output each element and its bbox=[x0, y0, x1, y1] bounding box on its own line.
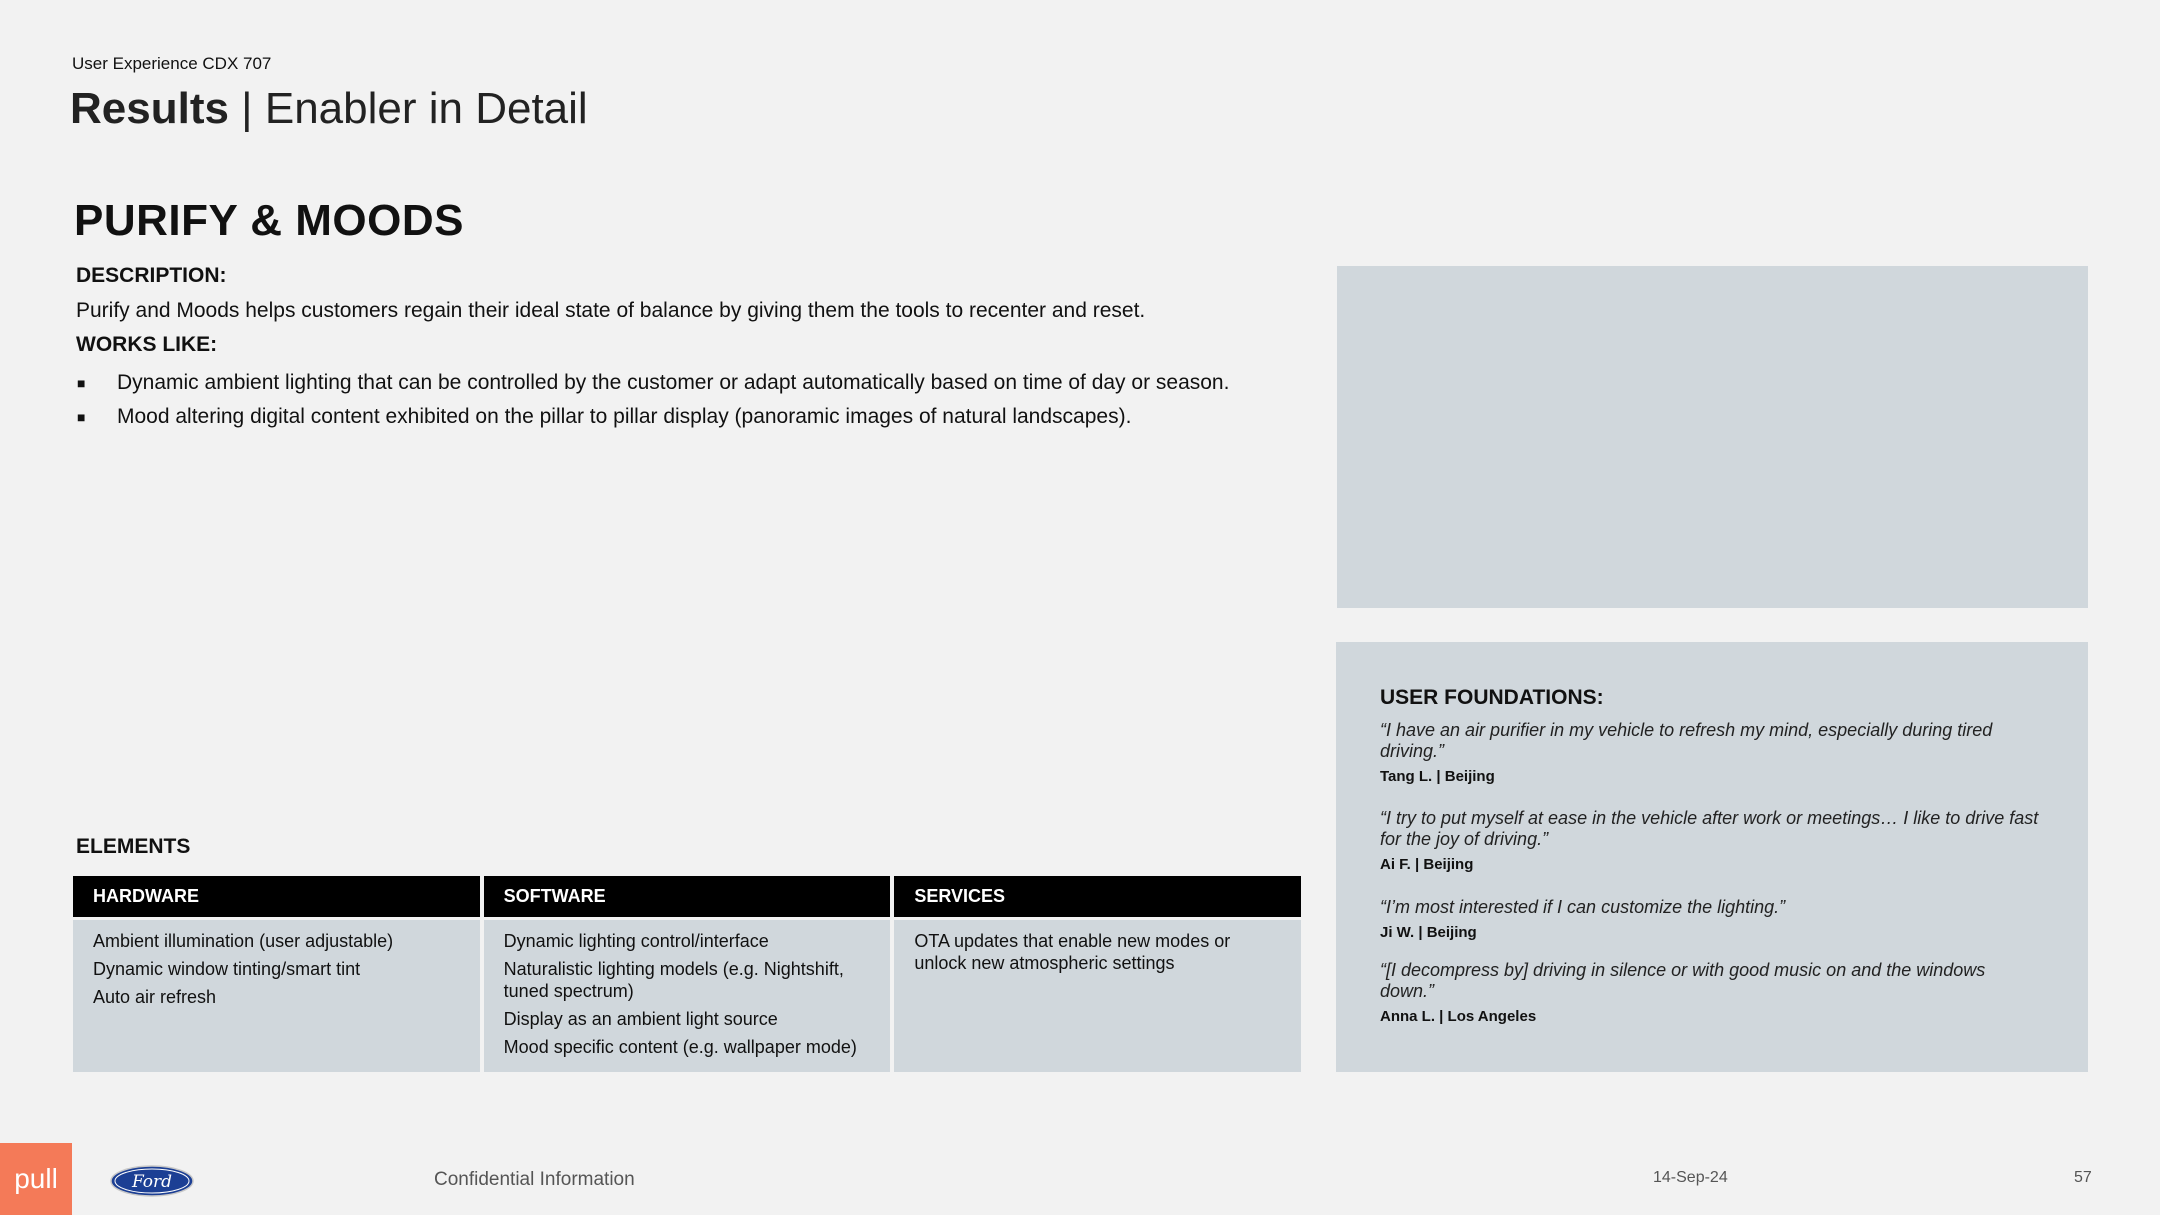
hardware-column bbox=[73, 876, 480, 1072]
user-foundations-panel bbox=[1336, 642, 2088, 1072]
list-item: Auto air refresh bbox=[93, 987, 217, 1007]
list-item bbox=[76, 366, 1229, 400]
services-items bbox=[894, 920, 1301, 1072]
works-like-list bbox=[76, 366, 1229, 434]
list-item: OTA updates that enable new modes or unlock new atmospheric settings bbox=[914, 931, 1231, 973]
user-foundations-label: USER FOUNDATIONS: bbox=[1380, 686, 1604, 709]
elements-table bbox=[73, 876, 1301, 1072]
list-item: Dynamic window tinting/smart tint bbox=[93, 959, 361, 979]
page-number: 57 bbox=[2074, 1169, 2092, 1186]
works-like-label: WORKS LIKE: bbox=[76, 333, 218, 356]
hardware-header: HARDWARE bbox=[73, 876, 480, 917]
description-label: DESCRIPTION: bbox=[76, 264, 227, 287]
quote-author: Tang L. | Beijing bbox=[1380, 768, 1495, 785]
quote bbox=[1380, 960, 2040, 1025]
confidential-label: Confidential Information bbox=[434, 1169, 635, 1190]
course-label: User Experience CDX 707 bbox=[72, 54, 272, 73]
ford-logo bbox=[110, 1165, 194, 1202]
description-text: Purify and Moods helps customers regain their ideal state of balance by giving them the tools to recenter and reset. bbox=[76, 299, 1146, 322]
page-title bbox=[70, 84, 588, 134]
software-column bbox=[484, 876, 891, 1072]
quote-text: “I’m most interested if I can customize the lighting.” bbox=[1380, 897, 1786, 917]
software-header: SOFTWARE bbox=[484, 876, 891, 917]
list-item: Naturalistic lighting models (e.g. Nightshift, tuned spectrum) bbox=[503, 959, 844, 1001]
pull-logo: pull bbox=[0, 1143, 72, 1215]
software-items bbox=[484, 920, 891, 1072]
date-label: 14-Sep-24 bbox=[1653, 1169, 1728, 1186]
ford-logo-icon bbox=[110, 1165, 194, 1197]
quote-author: Ji W. | Beijing bbox=[1380, 924, 1477, 941]
quote-author: Ai F. | Beijing bbox=[1380, 856, 1474, 873]
quote-text: “[I decompress by] driving in silence or with good music on and the windows down.” bbox=[1380, 960, 1986, 1001]
quote-text: “I have an air purifier in my vehicle to refresh my mind, especially during tired driving.” bbox=[1380, 720, 1993, 761]
ford-logo-text: Ford bbox=[131, 1172, 173, 1192]
quote bbox=[1380, 720, 2040, 785]
quote bbox=[1380, 808, 2040, 873]
quote-author: Anna L. | Los Angeles bbox=[1380, 1008, 1537, 1025]
bullet-icon: ■ bbox=[77, 375, 86, 391]
list-item bbox=[76, 400, 1229, 434]
list-item: Dynamic lighting control/interface bbox=[503, 931, 769, 951]
elements-label: ELEMENTS bbox=[76, 835, 191, 858]
list-item-text: Mood altering digital content exhibited on the pillar to pillar display (panoramic images of natural landscapes). bbox=[117, 405, 1132, 428]
services-header: SERVICES bbox=[894, 876, 1301, 917]
bullet-icon: ■ bbox=[77, 409, 86, 425]
page-title-rest: Enabler in Detail bbox=[264, 84, 588, 133]
page-title-separator: | bbox=[228, 84, 265, 133]
image-placeholder bbox=[1337, 266, 2088, 608]
list-item-text: Dynamic ambient lighting that can be controlled by the customer or adapt automatically based on time of day or season. bbox=[117, 371, 1230, 394]
list-item: Ambient illumination (user adjustable) bbox=[93, 931, 394, 951]
list-item: Mood specific content (e.g. wallpaper mode) bbox=[503, 1037, 857, 1057]
services-column bbox=[894, 876, 1301, 1072]
enabler-title: PURIFY & MOODS bbox=[74, 196, 465, 245]
page-title-bold: Results bbox=[70, 84, 229, 133]
quote-text: “I try to put myself at ease in the vehicle after work or meetings… I like to drive fast for the joy of driving.” bbox=[1380, 808, 2039, 849]
list-item: Display as an ambient light source bbox=[503, 1009, 778, 1029]
quote bbox=[1380, 897, 2040, 941]
hardware-items bbox=[73, 920, 480, 1072]
